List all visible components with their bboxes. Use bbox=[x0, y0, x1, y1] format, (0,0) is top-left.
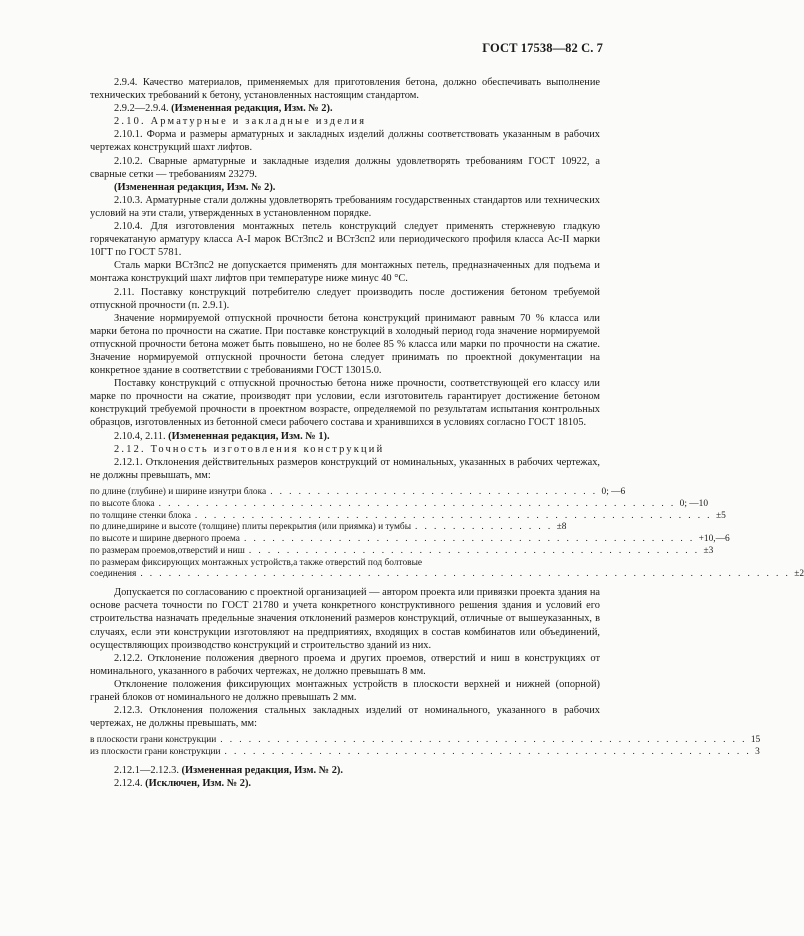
section-heading: 2.10. Арматурные и закладные изделия bbox=[114, 116, 367, 128]
amendment-note: 2.12.4. (Исключен, Изм. № 2). bbox=[114, 778, 252, 789]
tolerance-row: соединения . . . . . . . . . . . . . . . . . . . . . . . . . . . . . . . . . . . . . . . . . . . . . . . . . . . . . . . . . . . . . . . . . . . . . ±2 bbox=[90, 569, 804, 580]
paragraph: 2.10.1. Форма и размеры арматурных и закладных изделий должны соответствовать указанным в рабочих чертежах конструкций шахт лифтов. bbox=[90, 129, 600, 154]
paragraph: Значение нормируемой отпускной прочности бетона конструкций принимают равным 70 % класса или марки бетона по прочности на сжатие. При поставке конструкций в холодный период года значение нормируемой отпускной прочности бетона может быть повышено, но не более 85 % класса или марки по прочности на сжатие. Значение нормируемой отпускной прочности бетона следует принимать по проектной документации на конкретное здание в соответствии с требованиями ГОСТ 13015.0. bbox=[90, 312, 600, 377]
paragraph: 2.11. Поставку конструкций потребителю следует производить после достижения бетоном требуемой отпускной прочности (п. 2.9.1). bbox=[90, 286, 600, 311]
paragraph: Сталь марки ВСт3пс2 не допускается применять для монтажных петель, предназначенных для подъема и монтажа конструкций шахт лифтов при температуре ниже минус 40 °С. bbox=[90, 260, 600, 285]
tolerance-row: из плоскости грани конструкции . . . . . . . . . . . . . . . . . . . . . . . . . . . . . . . . . . . . . . . . . . . . . . . . . . . . . . . . 3 bbox=[90, 747, 760, 758]
amendment-note: (Измененная редакция, Изм. № 2). bbox=[114, 181, 276, 193]
paragraph: Поставку конструкций с отпускной прочностью бетона ниже прочности, соответствующей его классу или марке по прочности на сжатие, производят при условии, если изготовитель гарантирует достижение бетоном конструкций требуемой прочности в проектном возрасте, определяемой по результатам испытания контрольных образцов, изготовленных из бетонной смеси рабочего состава и хранившихся в условиях согласно ГОСТ 18105. bbox=[90, 378, 600, 429]
tolerance-row: по толщине стенки блока . . . . . . . . . . . . . . . . . . . . . . . . . . . . . . . . . . . . . . . . . . . . . . . . . . . . . . . ±5 bbox=[90, 510, 726, 521]
paragraph: 2.10.4. Для изготовления монтажных петель конструкций следует применять стержневую гладкую горячекатаную арматуру класса А-I марок ВСт3пс2 и ВСт3сп2 или периодического профиля класса Ас-II марки 10ГТ по ГОСТ 5781. bbox=[90, 221, 600, 259]
paragraph: 2.12.3. Отклонения положения стальных закладных изделий от номинального, указанного в рабочих чертежах, не должны превышать, мм: bbox=[90, 705, 600, 730]
section-heading: 2.12. Точность изготовления конструкций bbox=[114, 443, 385, 455]
tolerance-row: по высоте блока . . . . . . . . . . . . . . . . . . . . . . . . . . . . . . . . . . . . . . . . . . . . . . . . . . . . . . . 0; —10 bbox=[90, 498, 709, 509]
page-header: ГОСТ 17538—82 С. 7 bbox=[482, 41, 603, 55]
tolerance-row: по высоте и ширине дверного проема . . . . . . . . . . . . . . . . . . . . . . . . . . . . . . . . . . . . . . . . . . . . . . . . +10,—6 bbox=[90, 534, 730, 545]
tolerance-row: по длине (глубине) и ширине изнутри блока . . . . . . . . . . . . . . . . . . . . . . . . . . . . . . . . . . . 0; —6 bbox=[90, 486, 626, 497]
paragraph: Отклонение положения фиксирующих монтажных устройств в плоскости верхней и нижней (опорной) граней блоков от номинального не должно превышать 2 мм. bbox=[90, 678, 600, 704]
document-body bbox=[90, 76, 804, 790]
amendment-note: 2.10.4, 2.11. (Измененная редакция, Изм. № 1). bbox=[114, 430, 330, 442]
amendment-note: 2.12.1—2.12.3. (Измененная редакция, Изм. № 2). bbox=[114, 764, 343, 776]
paragraph: 2.12.2. Отклонение положения дверного проема и других проемов, отверстий и ниш в конструкциях от номинального, указанного в рабочих чертежах, не должно превышать 8 мм. bbox=[90, 652, 600, 677]
paragraph: 2.9.4. Качество материалов, применяемых для приготовления бетона, должно обеспечивать выполнение технических требований к бетону, установленных настоящим стандартом. bbox=[90, 77, 600, 102]
tolerance-list bbox=[90, 735, 761, 759]
amendment-note: 2.9.2—2.9.4. (Измененная редакция, Изм. № 2). bbox=[114, 103, 333, 115]
tolerance-row: по размерам проемов,отверстий и ниш . . . . . . . . . . . . . . . . . . . . . . . . . . . . . . . . . . . . . . . . . . . . . . . . ±3 bbox=[90, 545, 714, 556]
tolerance-list bbox=[90, 486, 804, 581]
tolerance-row: в плоскости грани конструкции . . . . . . . . . . . . . . . . . . . . . . . . . . . . . . . . . . . . . . . . . . . . . . . . . . . . . . . . 15 bbox=[90, 735, 761, 746]
paragraph: 2.10.2. Сварные арматурные и закладные изделия должны удовлетворять требованиям ГОСТ 10922, а сварные сетки — требованиям 23279. bbox=[90, 155, 600, 180]
paragraph: 2.10.3. Арматурные стали должны удовлетворять требованиям государственных стандартов или технических условий на эти стали, утвержденных в установленном порядке. bbox=[90, 194, 600, 219]
paragraph: 2.12.1. Отклонения действительных размеров конструкций от номинальных, указанных в рабочих чертежах, не должны превышать, мм: bbox=[90, 456, 600, 481]
tolerance-row: по размерам фиксирующих монтажных устройств,а также отверстий под болтовые bbox=[90, 557, 423, 568]
paragraph: Допускается по согласованию с проектной организацией — автором проекта или привязки проекта здания на основе расчета точности по ГОСТ 21780 и учета конкретного конструктивного решения здания и условий его строительства назначать предельные значения отклонений размеров конструкций, отличные от вышеуказанных, в случаях, если эти конструкции изготовляют на предприятиях, входящих в состав комбинатов или объединений, осуществляющих производство конструкций и строительство зданий из них. bbox=[90, 587, 600, 651]
tolerance-row: по длине,ширине и высоте (толщине) плиты перекрытия (или приямка) и тумбы . . . . . . . . . . . . . . . ±8 bbox=[90, 522, 567, 533]
